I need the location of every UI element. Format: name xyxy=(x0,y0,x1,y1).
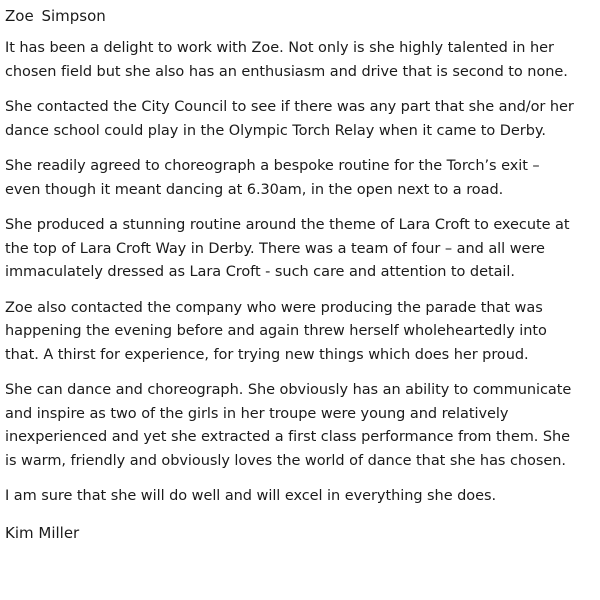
paragraph-line: and inspire as two of the girls in her troupe were young and relatively xyxy=(5,405,509,422)
reference-letter xyxy=(5,4,595,545)
paragraph xyxy=(5,37,595,84)
letter-signature: Kim Miller xyxy=(5,523,80,542)
paragraph-line: happening the evening before and again threw herself wholeheartedly into xyxy=(5,323,547,339)
paragraph-line: She readily agreed to choreograph a bespoke routine for the Torch’s exit – xyxy=(5,158,540,174)
paragraph-line: dance school could play in the Olympic Torch Relay when it came to Derby. xyxy=(5,122,546,139)
paragraph-line: even though it meant dancing at 6.30am, in the open next to a road. xyxy=(5,181,504,198)
paragraph-line: She produced a stunning routine around the theme of Lara Croft to execute at xyxy=(5,217,570,233)
paragraph-line: It has been a delight to work with Zoe. Not only is she highly talented in her xyxy=(5,40,554,56)
paragraph-line: I am sure that she will do well and will excel in everything she does. xyxy=(5,488,497,504)
letter-subject-name: Zoe Simpson xyxy=(5,7,106,25)
paragraph-line: chosen field but she also has an enthusiasm and drive that is second to none. xyxy=(5,63,568,80)
paragraph-line: inexperienced and yet she extracted a first class performance from them. She xyxy=(5,429,571,445)
paragraph-line: immaculately dressed as Lara Croft - such care and attention to detail. xyxy=(5,264,515,280)
paragraph xyxy=(5,214,595,285)
paragraph-line: She contacted the City Council to see if there was any part that she and/or her xyxy=(5,99,574,115)
paragraph-line: that. A thirst for experience, for trying new things which does her proud. xyxy=(5,346,529,363)
paragraph xyxy=(5,155,595,202)
paragraph-line: is warm, friendly and obviously loves the world of dance that she has chosen. xyxy=(5,452,566,469)
paragraph-line: She can dance and choreograph. She obviously has an ability to communicate xyxy=(5,382,572,398)
paragraph xyxy=(5,297,595,368)
paragraph xyxy=(5,96,595,143)
paragraph-line: the top of Lara Croft Way in Derby. There was a team of four – and all were xyxy=(5,240,545,257)
paragraph xyxy=(5,379,595,473)
paragraph-line: Zoe also contacted the company who were producing the parade that was xyxy=(5,299,543,316)
paragraph xyxy=(5,485,595,509)
